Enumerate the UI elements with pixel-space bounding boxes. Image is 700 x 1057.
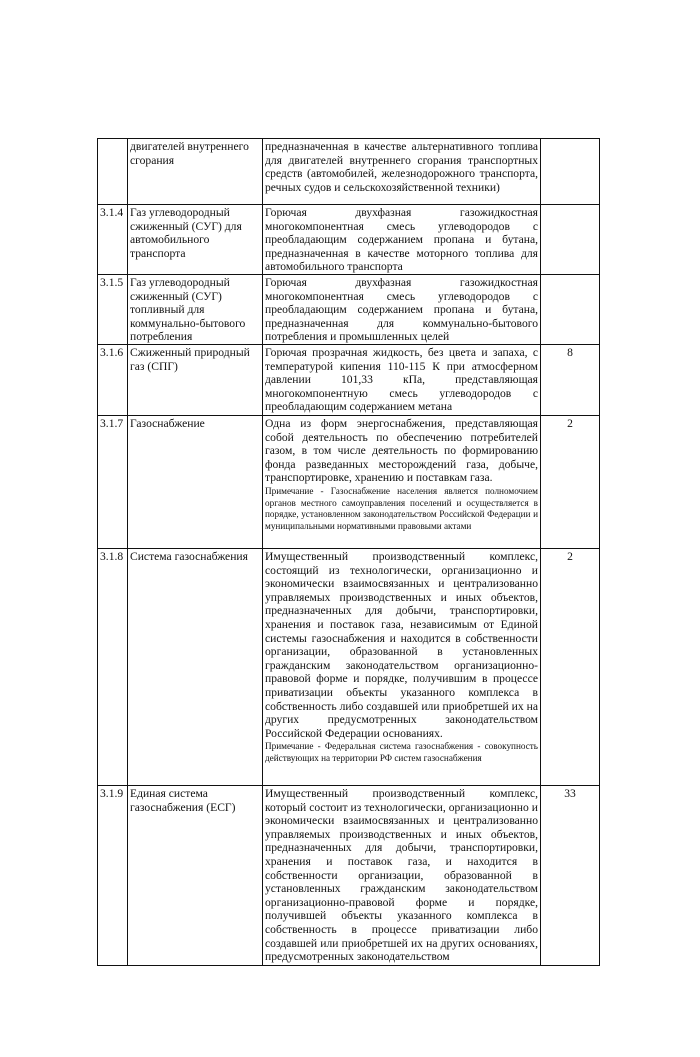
- term-number: 3.1.4: [98, 205, 128, 275]
- term-definition: [263, 205, 541, 275]
- term-number: 3.1.9: [98, 786, 128, 966]
- source-reference: 33: [541, 786, 600, 966]
- source-reference: 2: [541, 549, 600, 786]
- term-number: 3.1.8: [98, 549, 128, 786]
- source-reference: 2: [541, 416, 600, 549]
- table-row: [98, 139, 600, 205]
- term-name: двигателей внутреннего сгорания: [128, 139, 263, 205]
- term-number: [98, 139, 128, 205]
- term-number: 3.1.6: [98, 345, 128, 416]
- definition-text: Горючая прозрачная жидкость, без цвета и запаха, с температурой кипения 110-115 К при атмосферном давлении 101,33 кПа, представляющая многокомпонентную смесь углеводородов с преобладающим содержанием метана: [265, 346, 538, 414]
- table-row: [98, 549, 600, 786]
- definition-text: Имущественный производственный комплекс, который состоит из технологически, организационно и экономически взаимосвязанных и централизованно управляемых производственных и иных объектов, предназначенных для добычи, транспортировки, хранения и поставок газа, и находится в собственности организации, образованной в установленных гражданским законодательством организационно-правовой форме и порядке, получившей объекты указанного комплекса в собственность в процессе приватизации либо создавшей или приобретшей их на других основаниях, предусмотренных законодательством: [265, 787, 538, 964]
- definition-text: Имущественный производственный комплекс, состоящий из технологически, организационно и экономически взаимосвязанных и централизованно управляемых производственных и иных объектов, предназначенных для добычи, транспортировки, хранения и поставок газа, независимым от Единой системы газоснабжения и находится в собственности организации, образованной в установленных гражданским законодательством организационно-правовой форме и порядке, получившим в процессе приватизации объекты указанного комплекса в собственность либо создавшей или приобретшей их на других предусмотренных законодательством Российской Федерации основаниях.: [265, 550, 538, 740]
- term-name: Газоснабжение: [128, 416, 263, 549]
- term-number: 3.1.7: [98, 416, 128, 549]
- definitions-table: [97, 138, 600, 966]
- definition-text: Одна из форм энергоснабжения, представляющая собой деятельность по обеспечению потребителей газом, в том числе деятельность по формированию фонда разведанных месторождений газа, добыче, транспортировке, хранению и поставкам газа.: [265, 417, 538, 485]
- term-definition: [263, 549, 541, 786]
- table-row: [98, 345, 600, 416]
- term-name: Газ углеводородный сжиженный (СУГ) топливный для коммунально-бытового потребления: [128, 275, 263, 345]
- term-definition: [263, 786, 541, 966]
- table-row: [98, 786, 600, 966]
- definition-note: Примечание - Федеральная система газоснабжения - совокупность действующих на территории РФ систем газоснабжения: [265, 741, 538, 763]
- definition-text: Горючая двухфазная газожидкостная многокомпонентная смесь углеводородов с преобладающим содержанием пропана и бутана, предназначенная в качестве моторного топлива для автомобильного транспорта: [265, 206, 538, 274]
- source-reference: [541, 205, 600, 275]
- term-definition: [263, 345, 541, 416]
- table-row: [98, 416, 600, 549]
- term-number: 3.1.5: [98, 275, 128, 345]
- term-definition: [263, 275, 541, 345]
- table-row: [98, 275, 600, 345]
- term-definition: [263, 139, 541, 205]
- definition-note: Примечание - Газоснабжение населения является полномочием органов местного самоуправления поселений и осуществляется в порядке, установленном законодательством Российской Федерации и муниципальными нормативными правовыми актами: [265, 485, 538, 531]
- term-name: Газ углеводородный сжиженный (СУГ) для автомобильного транспорта: [128, 205, 263, 275]
- source-reference: 8: [541, 345, 600, 416]
- definition-text: предназначенная в качестве альтернативного топлива для двигателей внутреннего сгорания транспортных средств (автомобилей, железнодорожного транспорта, речных судов и сельскохозяйственной техники): [265, 140, 538, 194]
- table-row: [98, 205, 600, 275]
- source-reference: [541, 275, 600, 345]
- term-name: Система газоснабжения: [128, 549, 263, 786]
- term-definition: [263, 416, 541, 549]
- source-reference: [541, 139, 600, 205]
- definition-text: Горючая двухфазная газожидкостная многокомпонентная смесь углеводородов с преобладающим содержанием пропана и бутана, предназначенная для коммунально-бытового потребления и промышленных целей: [265, 276, 538, 344]
- term-name: Сжиженный природный газ (СПГ): [128, 345, 263, 416]
- term-name: Единая система газоснабжения (ЕСГ): [128, 786, 263, 966]
